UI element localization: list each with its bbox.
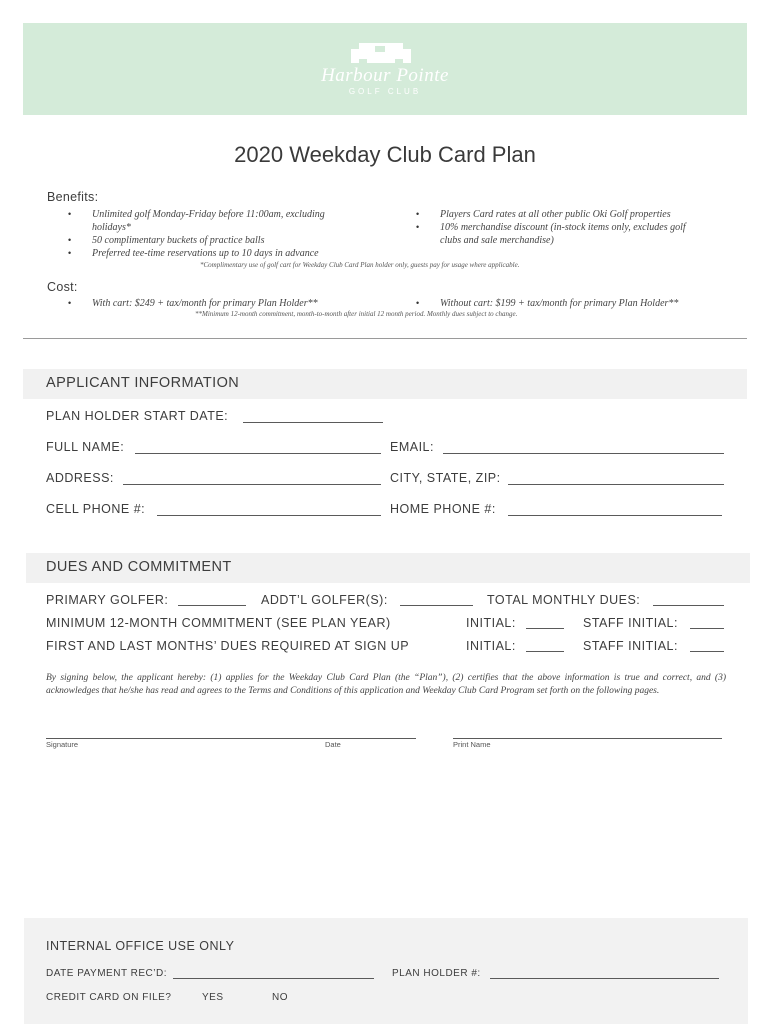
first-last-dues-label: FIRST AND LAST MONTHS’ DUES REQUIRED AT SIGN UP — [46, 639, 410, 653]
bullet-icon: • — [416, 222, 420, 232]
credit-card-label: CREDIT CARD ON FILE? — [46, 992, 172, 1003]
city-state-zip-field[interactable] — [508, 484, 724, 485]
email-label: EMAIL: — [390, 440, 434, 454]
bullet-icon: • — [68, 235, 72, 245]
logo-subtitle: GOLF CLUB — [348, 87, 422, 96]
full-name-field[interactable] — [135, 453, 381, 454]
city-state-zip-label: CITY, STATE, ZIP: — [390, 471, 501, 485]
office-heading: INTERNAL OFFICE USE ONLY — [46, 939, 235, 953]
total-dues-label: TOTAL MONTHLY DUES: — [487, 593, 641, 607]
cost-heading: Cost: — [47, 280, 78, 294]
cost-footnote: **Minimum 12-month commitment, month-to-month after initial 12 month period. Monthly dues subject to change. — [195, 310, 518, 318]
benefit-item: Players Card rates at all other public Oki Golf properties — [440, 209, 671, 220]
page-title: 2020 Weekday Club Card Plan — [234, 142, 536, 167]
bullet-icon: • — [68, 248, 72, 258]
no-option[interactable]: NO — [272, 992, 288, 1003]
primary-golfer-label: PRIMARY GOLFER: — [46, 593, 169, 607]
home-phone-label: HOME PHONE #: — [390, 502, 496, 516]
staff-initial-label: STAFF INITIAL: — [583, 639, 678, 653]
start-date-field[interactable] — [243, 422, 383, 423]
cell-phone-field[interactable] — [157, 515, 381, 516]
minimum-commitment-label: MINIMUM 12-MONTH COMMITMENT (SEE PLAN YEAR) — [46, 616, 391, 630]
staff-initial-label: STAFF INITIAL: — [583, 616, 678, 630]
primary-golfer-field[interactable] — [178, 605, 246, 606]
dues-heading: DUES AND COMMITMENT — [46, 559, 232, 575]
cell-phone-label: CELL PHONE #: — [46, 502, 146, 516]
benefit-item: 10% merchandise discount (in-stock items only, excludes golf clubs and sale merchandise) — [440, 222, 686, 246]
initial-field[interactable] — [526, 651, 564, 652]
date-label: Date — [325, 740, 341, 749]
print-name-field[interactable] — [453, 738, 722, 739]
bullet-icon: • — [68, 209, 72, 219]
benefits-heading: Benefits: — [47, 190, 99, 204]
address-label: ADDRESS: — [46, 471, 114, 485]
benefit-item: Unlimited golf Monday-Friday before 11:00am, excluding holidays* — [92, 209, 325, 233]
payment-date-field[interactable] — [173, 978, 374, 979]
plan-holder-field[interactable] — [490, 978, 719, 979]
bullet-icon: • — [416, 209, 420, 219]
divider — [23, 338, 747, 339]
yes-option[interactable]: YES — [202, 992, 224, 1003]
benefits-footnote: *Complimentary use of golf cart for Weekday Club Card Plan holder only, guests pay for usage where applicable. — [200, 261, 520, 269]
addtl-golfers-label: ADDT’L GOLFER(S): — [261, 593, 388, 607]
initial-label: INITIAL: — [466, 639, 516, 653]
plan-holder-label: PLAN HOLDER #: — [392, 968, 481, 979]
email-field[interactable] — [443, 453, 724, 454]
start-date-label: PLAN HOLDER START DATE: — [46, 409, 229, 423]
benefit-item: 50 complimentary buckets of practice balls — [92, 235, 265, 246]
signature-label: Signature — [46, 740, 79, 749]
benefit-item: Preferred tee-time reservations up to 10 days in advance — [92, 248, 319, 259]
cost-with-cart: With cart: $249 + tax/month for primary Plan Holder** — [92, 298, 318, 309]
bullet-icon: • — [416, 298, 420, 308]
logo-name: Harbour Pointe — [321, 65, 449, 86]
bullet-icon: • — [68, 298, 72, 308]
address-field[interactable] — [123, 484, 381, 485]
staff-initial-field[interactable] — [690, 651, 724, 652]
payment-date-label: DATE PAYMENT REC’D: — [46, 968, 167, 979]
addtl-golfers-field[interactable] — [400, 605, 473, 606]
initial-field[interactable] — [526, 628, 564, 629]
staff-initial-field[interactable] — [690, 628, 724, 629]
applicant-heading: APPLICANT INFORMATION — [46, 375, 240, 391]
home-phone-field[interactable] — [508, 515, 722, 516]
initial-label: INITIAL: — [466, 616, 516, 630]
agreement-text: By signing below, the applicant hereby: (1) applies for the Weekday Club Card Plan (the “Plan”), (2) certifies that the above information is true and correct, and (3) acknowledges that he/she has read and agrees to the Terms and Conditions of this application and Weekday Club Card Program set forth on the following pages. — [46, 673, 726, 696]
total-dues-field[interactable] — [653, 605, 724, 606]
header-banner — [23, 23, 747, 115]
full-name-label: FULL NAME: — [46, 440, 125, 454]
print-name-label: Print Name — [453, 740, 491, 749]
signature-field[interactable] — [46, 738, 416, 739]
cost-without-cart: Without cart: $199 + tax/month for primary Plan Holder** — [440, 298, 679, 309]
